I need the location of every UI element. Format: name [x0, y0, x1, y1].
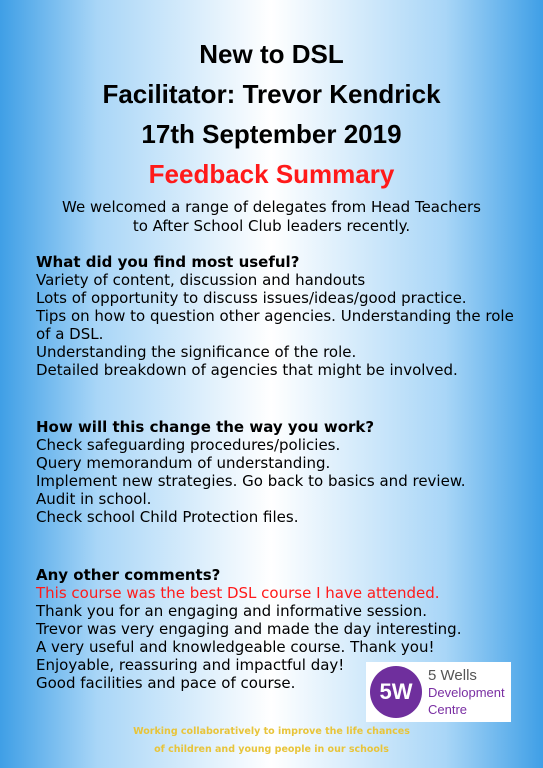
section-heading: What did you find most useful?	[36, 253, 300, 271]
feedback-line: Good facilities and pace of course.	[36, 674, 296, 692]
feedback-line: Check safeguarding procedures/policies.	[36, 436, 341, 454]
feedback-line: Check school Child Protection files.	[36, 508, 299, 526]
intro-line: to After School Club leaders recently.	[132, 217, 411, 235]
feedback-line: Trevor was very engaging and made the day interesting.	[36, 620, 462, 638]
logo-text	[428, 667, 505, 718]
logo-mark-icon: 5W	[370, 666, 422, 718]
section-most-useful	[36, 253, 516, 379]
feedback-line: Lots of opportunity to discuss issues/ideas/good practice.	[36, 289, 467, 307]
section-change-way-work	[36, 418, 516, 526]
feedback-summary-heading: Feedback Summary	[148, 159, 395, 189]
feedback-line: Detailed breakdown of agencies that might be involved.	[36, 361, 458, 379]
logo-subtitle: Centre	[428, 701, 468, 717]
intro-line: We welcomed a range of delegates from Head Teachers	[62, 198, 481, 216]
feedback-line: Audit in school.	[36, 490, 152, 508]
section-heading: Any other comments?	[36, 566, 221, 584]
footer-tagline: of children and young people in our schools	[154, 744, 389, 755]
five-wells-logo	[366, 662, 511, 722]
feedback-line: Query memorandum of understanding.	[36, 454, 331, 472]
course-date: 17th September 2019	[141, 119, 402, 149]
feedback-line: Enjoyable, reassuring and impactful day!	[36, 656, 345, 674]
footer-tagline: Working collaboratively to improve the life chances	[133, 726, 410, 737]
feedback-line: Implement new strategies. Go back to basics and review.	[36, 472, 466, 490]
course-title: New to DSL	[199, 39, 344, 69]
feedback-line: Variety of content, discussion and handouts	[36, 271, 366, 289]
feedback-line: Understanding the significance of the role.	[36, 343, 357, 361]
facilitator-line: Facilitator: Trevor Kendrick	[102, 79, 441, 109]
logo-subtitle: Development	[428, 684, 505, 700]
intro-text	[0, 198, 543, 236]
feedback-line: Tips on how to question other agencies. Understanding the role of a DSL.	[36, 307, 514, 343]
feedback-line: Thank you for an engaging and informative session.	[36, 602, 427, 620]
feedback-line-highlight: This course was the best DSL course I have attended.	[36, 584, 440, 602]
feedback-line: A very useful and knowledgeable course. Thank you!	[36, 638, 435, 656]
logo-name: 5 Wells	[428, 666, 477, 684]
section-heading: How will this change the way you work?	[36, 418, 375, 436]
